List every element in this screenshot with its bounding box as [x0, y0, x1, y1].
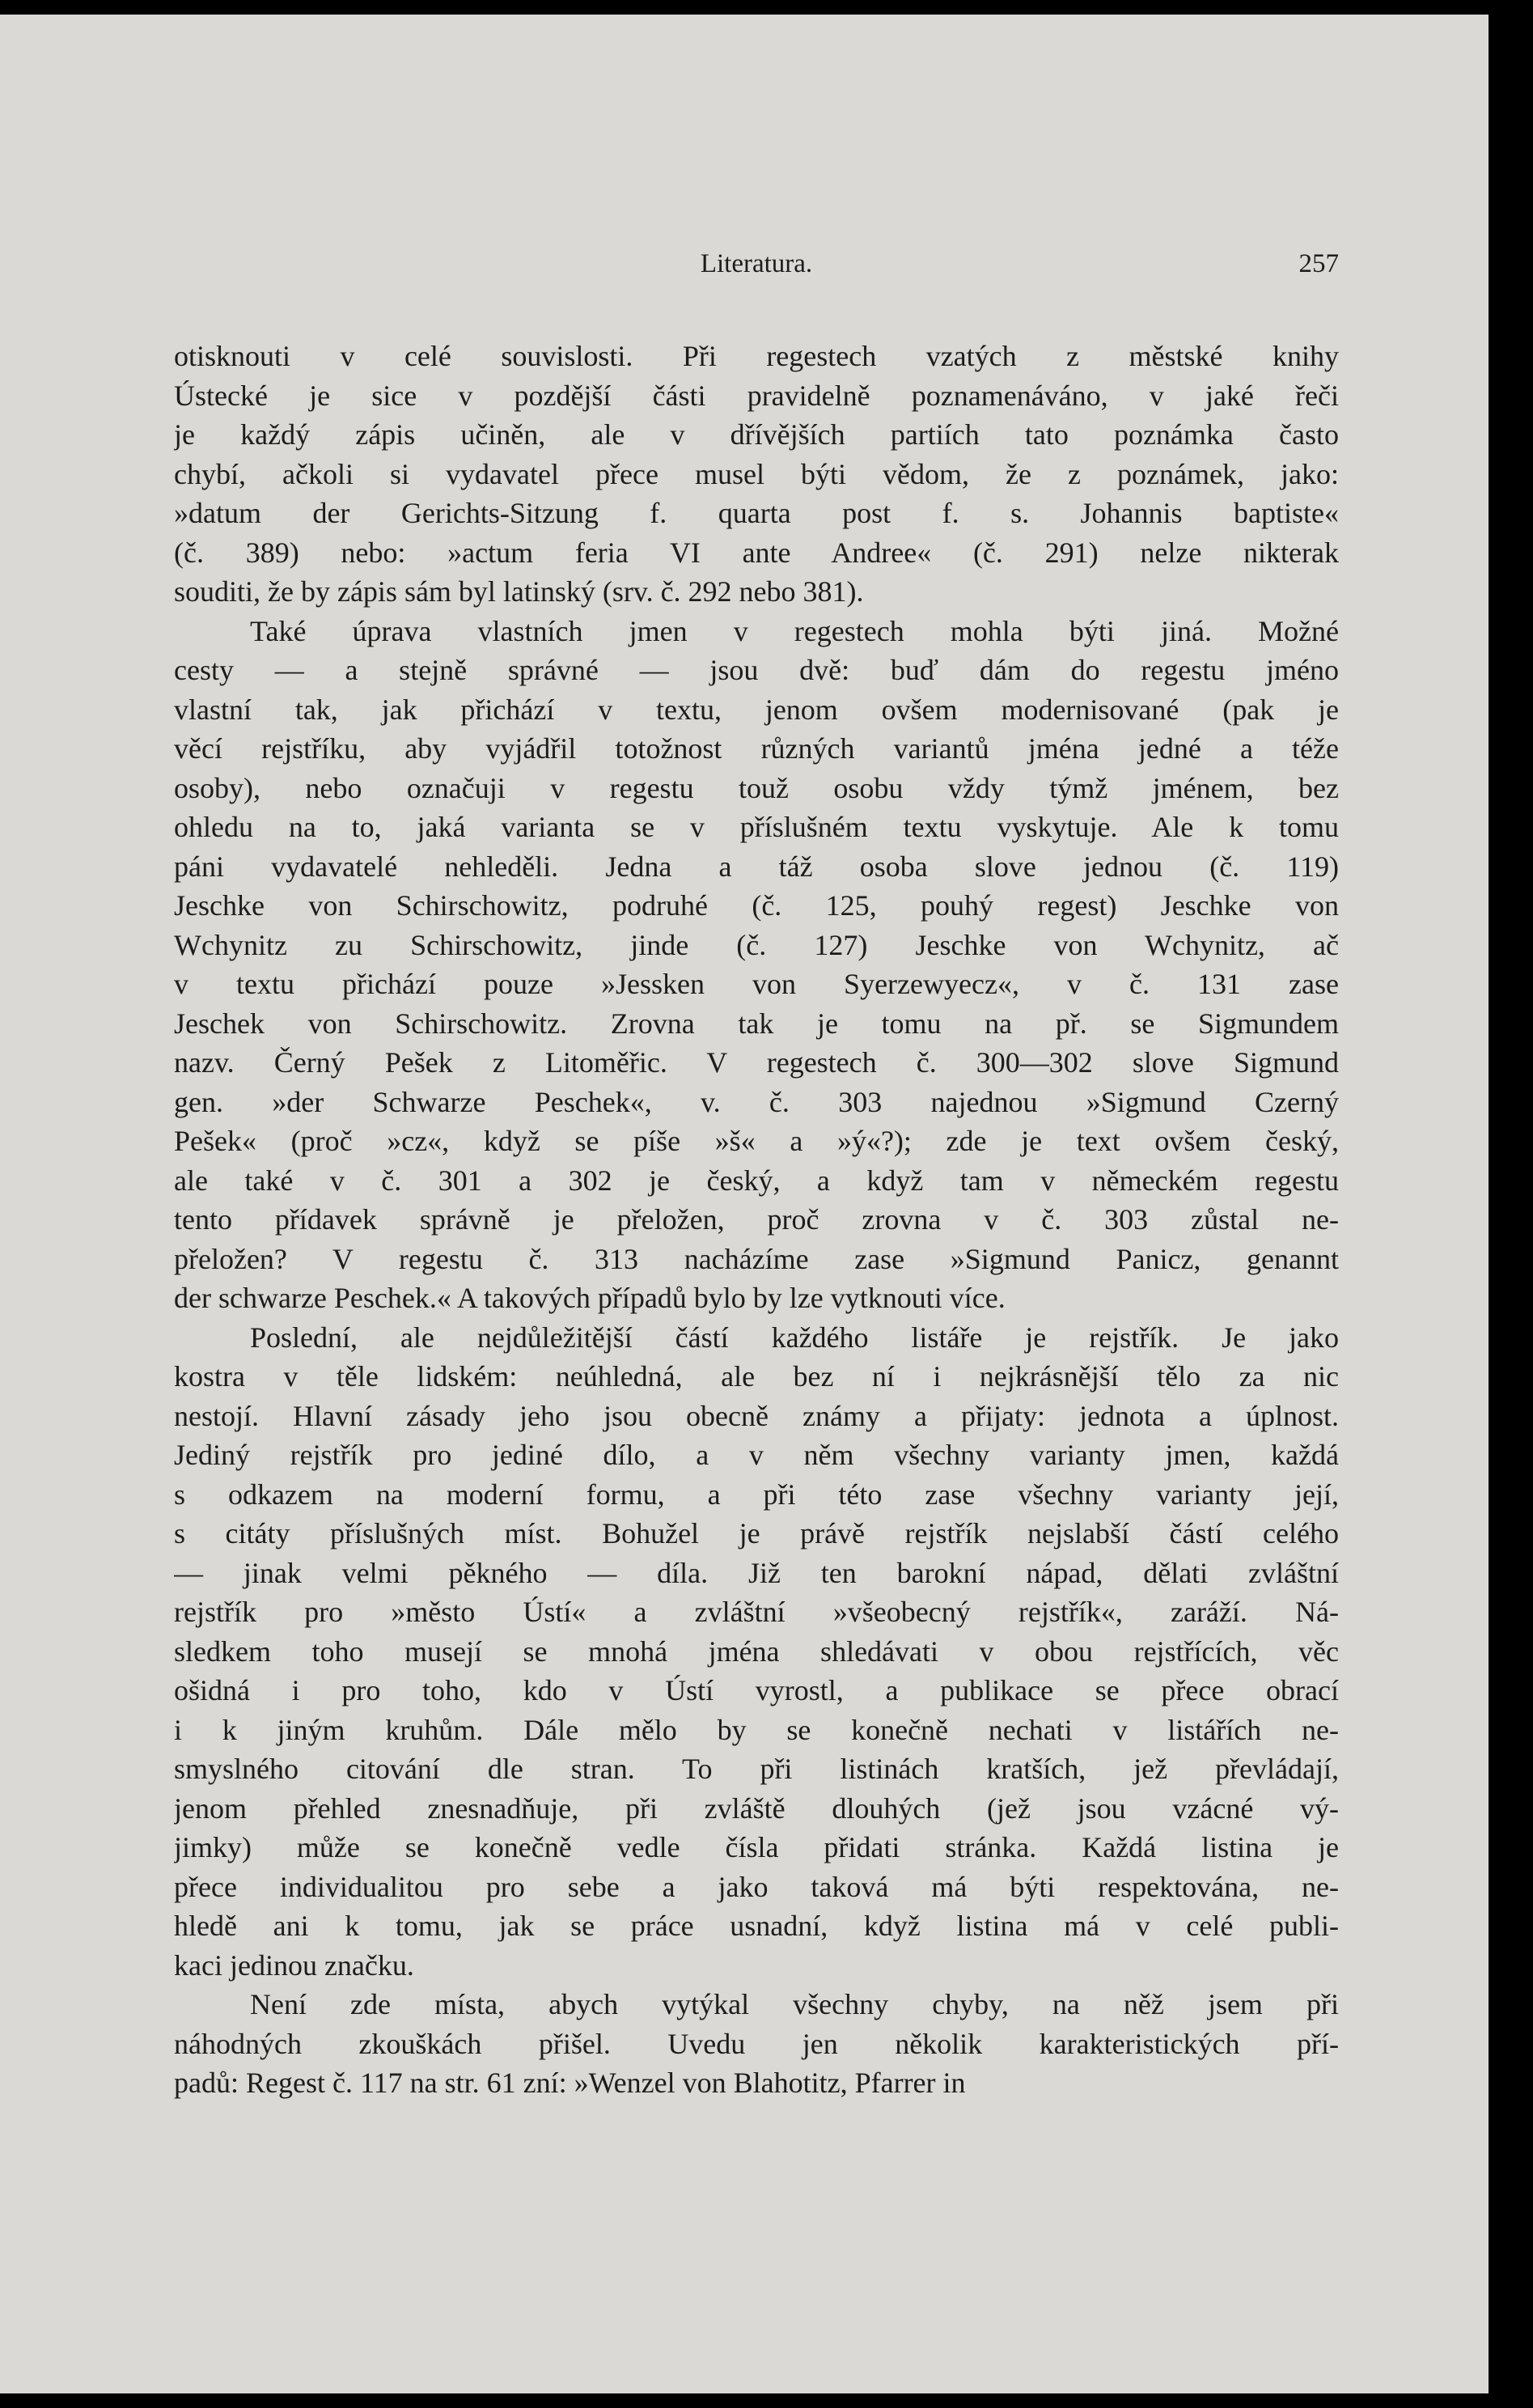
- text-line: kaci jedinou značku.: [174, 1948, 414, 1982]
- paragraph: [174, 612, 1339, 1318]
- text-line: Jeschek von Schirschowitz. Zrovna tak je tomu na př. se Sigmundem: [174, 1007, 1339, 1040]
- text-line: přeložen? V regestu č. 313 nacházíme zase »Sigmund Panicz, genannt: [174, 1242, 1339, 1275]
- text-line: jenom přehled znesnadňuje, při zvláště dlouhých (jež jsou vzácné vý-: [174, 1791, 1339, 1825]
- book-page: [0, 15, 1489, 2393]
- text-line: tento přídavek správně je přeložen, proč zrovna v č. 303 zůstal ne-: [174, 1203, 1339, 1236]
- text-line: kostra v těle lidském: neúhledná, ale bez ní i nejkrásnější tělo za nic: [174, 1360, 1339, 1393]
- text-line: Jeschke von Schirschowitz, podruhé (č. 125, pouhý regest) Jeschke von: [174, 889, 1339, 922]
- text-line: jimky) může se konečně vedle čísla přidati stránka. Každá listina je: [174, 1831, 1339, 1863]
- paragraph: [174, 1985, 1339, 2103]
- text-line: sledkem toho musejí se mnohá jména shledávati v obou rejstřících, věc: [174, 1634, 1339, 1668]
- text-line: Pešek« (proč »cz«, když se píše »š« a »ý«?); zde je text ovšem český,: [174, 1125, 1339, 1157]
- text-line: vlastní tak, jak přichází v textu, jenom ovšem modernisované (pak je: [174, 693, 1339, 726]
- text-line: ošidná i pro toho, kdo v Ústí vyrostl, a publikace se přece obrací: [174, 1674, 1339, 1706]
- text-line: Ústecké je sice v pozdější části pravidelně poznamenáváno, v jaké řeči: [174, 379, 1339, 412]
- text-line: rejstřík pro »město Ústí« a zvláštní »všeobecný rejstřík«, zaráží. Ná-: [174, 1596, 1339, 1628]
- text-line: věcí rejstříku, aby vyjádřil totožnost různých variantů jména jedné a téže: [174, 732, 1339, 765]
- text-line: (č. 389) nebo: »actum feria VI ante Andree« (č. 291) nelze nikterak: [174, 536, 1339, 569]
- text-line: Také úprava vlastních jmen v regestech mohla býti jiná. Možné: [250, 614, 1339, 647]
- text-line: otisknouti v celé souvislosti. Při regestech vzatých z městské knihy: [174, 340, 1339, 372]
- text-line: s citáty příslušných míst. Bohužel je právě rejstřík nejslabší částí celého: [174, 1517, 1339, 1550]
- text-line: gen. »der Schwarze Peschek«, v. č. 303 najednou »Sigmund Czerný: [174, 1085, 1339, 1118]
- body-text: [174, 337, 1339, 2103]
- text-line: osoby), nebo označuji v regestu touž osobu vždy týmž jménem, bez: [174, 771, 1339, 804]
- running-header: [174, 249, 1339, 298]
- text-line: Není zde místa, abych vytýkal všechny chyby, na něž jsem při: [250, 1988, 1339, 2020]
- running-title: Literatura.: [700, 249, 813, 278]
- text-line: páni vydavatelé nehleděli. Jedna a táž osoba slove jednou (č. 119): [174, 850, 1339, 883]
- text-line: smyslného citování dle stran. To při listinách kratších, jež převládají,: [174, 1753, 1339, 1785]
- text-line: der schwarze Peschek.« A takových případů bylo by lze vytknouti více.: [174, 1282, 1006, 1314]
- text-line: — jinak velmi pěkného — díla. Již ten barokní nápad, dělati zvláštní: [174, 1556, 1339, 1589]
- text-line: náhodných zkouškách přišel. Uvedu jen několik karakteristických pří-: [174, 2027, 1339, 2060]
- text-line: i k jiným kruhům. Dále mělo by se konečně nechati v listářích ne-: [174, 1713, 1339, 1746]
- text-line: nestojí. Hlavní zásady jeho jsou obecně známy a přijaty: jednota a úplnost.: [174, 1399, 1339, 1432]
- paragraph: [174, 1318, 1339, 1986]
- text-line: Poslední, ale nejdůležitější částí každého listáře je rejstřík. Je jako: [250, 1321, 1339, 1354]
- text-line: ohledu na to, jaká varianta se v příslušném textu vyskytuje. Ale k tomu: [174, 811, 1339, 843]
- text-line: Wchynitz zu Schirschowitz, jinde (č. 127) Jeschke von Wchynitz, ač: [174, 928, 1339, 961]
- text-line: hledě ani k tomu, jak se práce usnadní, když listina má v celé publi-: [174, 1910, 1339, 1942]
- text-line: »datum der Gerichts-Sitzung f. quarta post f. s. Johannis baptiste«: [174, 497, 1339, 529]
- text-line: je každý zápis učiněn, ale v dřívějších partiích tato poznámka často: [174, 418, 1339, 451]
- paragraph: [174, 337, 1339, 612]
- text-line: chybí, ačkoli si vydavatel přece musel býti vědom, že z poznámek, jako:: [174, 457, 1339, 490]
- text-line: v textu přichází pouze »Jessken von Syerzewyecz«, v č. 131 zase: [174, 968, 1339, 1000]
- text-line: Jediný rejstřík pro jediné dílo, a v něm všechny varianty jmen, každá: [174, 1439, 1339, 1471]
- text-line: s odkazem na moderní formu, a při této zase všechny varianty její,: [174, 1477, 1339, 1511]
- text-line: cesty — a stejně správné — jsou dvě: buď dám do regestu jméno: [174, 654, 1339, 686]
- text-line: přece individualitou pro sebe a jako taková má býti respektována, ne-: [174, 1870, 1339, 1903]
- text-line: padů: Regest č. 117 na str. 61 zní: »Wenzel von Blahotitz, Pfarrer in: [174, 2067, 966, 2099]
- text-line: souditi, že by zápis sám byl latinský (srv. č. 292 nebo 381).: [174, 575, 864, 608]
- page-number: 257: [1298, 249, 1339, 278]
- text-line: ale také v č. 301 a 302 je český, a když tam v německém regestu: [174, 1164, 1339, 1197]
- text-line: nazv. Černý Pešek z Litoměřic. V regestech č. 300—302 slove Sigmund: [174, 1046, 1339, 1079]
